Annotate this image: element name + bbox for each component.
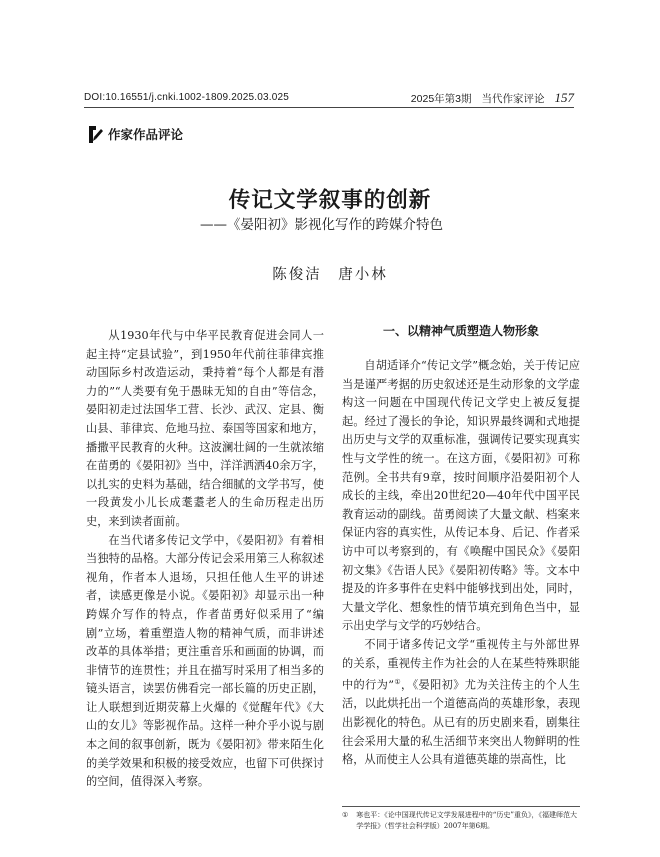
article-authors: 陈俊洁 唐小林 <box>272 267 388 283</box>
issue-label: 2025年第3期 <box>410 93 472 105</box>
header-rule <box>84 107 574 108</box>
paragraph: 在当代诸多传记文学中，《晏阳初》有着相当独特的品格。大部分传记会采用第三人称叙述视角，作者本人退场，只担任他人生平的讲述者，读感更像是小说。《晏阳初》却显示出一种跨媒介写作的特点，作者苗勇好似采用了“编剧”立场，着重塑造人物的精神气质，而非讲述改革的具体举措；更注重音乐和画面的协调，而非情节的连贯性；并且在描写时采用了相当多的镜头语言，读罢仿佛看完一部长篇的历史正剧，让人联想到近期荧幕上火爆的《觉醒年代》《大山的女儿》等影视作品。这样一种介乎小说与剧本之间的叙事创新，既为《晏阳初》带来陌生化的美学效果和积极的接受效应，也留下可供探讨的空间，值得深入考察。 <box>86 533 324 789</box>
paragraph-text: 不同于诸多传记文学“重视传主与外部世界的关系，重视传主作为社会的人在某些特殊职能中的行为” <box>342 637 580 692</box>
footnote-marker: ① <box>342 811 349 819</box>
pen-nib-icon <box>86 123 104 145</box>
column-tag <box>86 123 183 145</box>
article-title: 传记文学叙事的创新 <box>228 188 432 213</box>
journal-name: 当代作家评论 <box>481 93 545 105</box>
paragraph-text: ，《晏阳初》尤为关注传主的个人生活，以此烘托出一个道德高尚的英雄形象，表现出影视化的特色。从已有的历史剧来看，剧集往往会采用大量的私生活细节来突出人物鲜明的性格，从而使主人公具有道德英雄的崇高性，比 <box>342 678 580 767</box>
paragraph: 自胡适译介“传记文学”概念始，关于传记应当是谨严考据的历史叙述还是生动形象的文学虚构这一问题在中国现代传记文学史上被反复提起。经过了漫长的争论，知识界最终调和式地提出历史与文学的双重标准，强调传记要实现真实性与文学性的统一。在这方面，《晏阳初》可称范例。全书共有9章，按时间顺序沿晏阳初个人成长的主线，牵出20世纪20—40年代中国平民教育运动的副线。苗勇阅读了大量文献、档案来保证内容的真实性，从传记本身、后记、作者采访中可以考察到的，有《唤醒中国民众》《晏阳初文集》《告语人民》《晏阳初传略》等。文本中提及的许多事件在史料中能够找到出处，同时，大量文学化、想象性的情节填充到角色当中，显示出史学与文学的巧妙结合。 <box>342 359 580 633</box>
footnote <box>342 810 580 832</box>
section-heading: 一、以精神气质塑造人物形象 <box>382 324 539 338</box>
doi-text: DOI:10.16551/j.cnki.1002-1809.2025.03.025 <box>84 92 290 103</box>
page-number: 157 <box>554 90 574 105</box>
left-column <box>86 327 324 792</box>
paragraph: 从1930年代与中华平民教育促进会同人一起主持“定县试验”，到1950年代前往菲律宾推动国际乡村改造运动，秉持着“每个人都是有潜力的”“人类要有免于愚昧无知的自由”等信念，晏阳初走过法国华工营、长沙、武汉、定县、衡山县、菲律宾、危地马拉、泰国等国家和地方，播撒平民教育的火种。这波澜壮阔的一生就浓缩在苗勇的《晏阳初》当中，洋洋洒洒40余万字，以扎实的史料为基础，结合细腻的文学书写，使一段黄发小儿长成耄耋老人的生命历程走出历史，来到读者面前。 <box>86 329 324 528</box>
running-header <box>411 90 574 106</box>
footnote-ref[interactable]: ① <box>393 678 401 687</box>
article-subtitle: ——《晏阳初》影视化写作的跨媒介特色 <box>200 217 443 233</box>
paragraph <box>342 636 580 770</box>
footnote-text: 寒也平：《论中国现代传记文学发展进程中的“历史”重负》，《福建师范大学学报》（哲学社会科学版）2007年第6期。 <box>356 811 577 830</box>
footnote-rule <box>342 806 580 807</box>
right-column <box>342 322 580 770</box>
column-label: 作家作品评论 <box>108 127 184 142</box>
